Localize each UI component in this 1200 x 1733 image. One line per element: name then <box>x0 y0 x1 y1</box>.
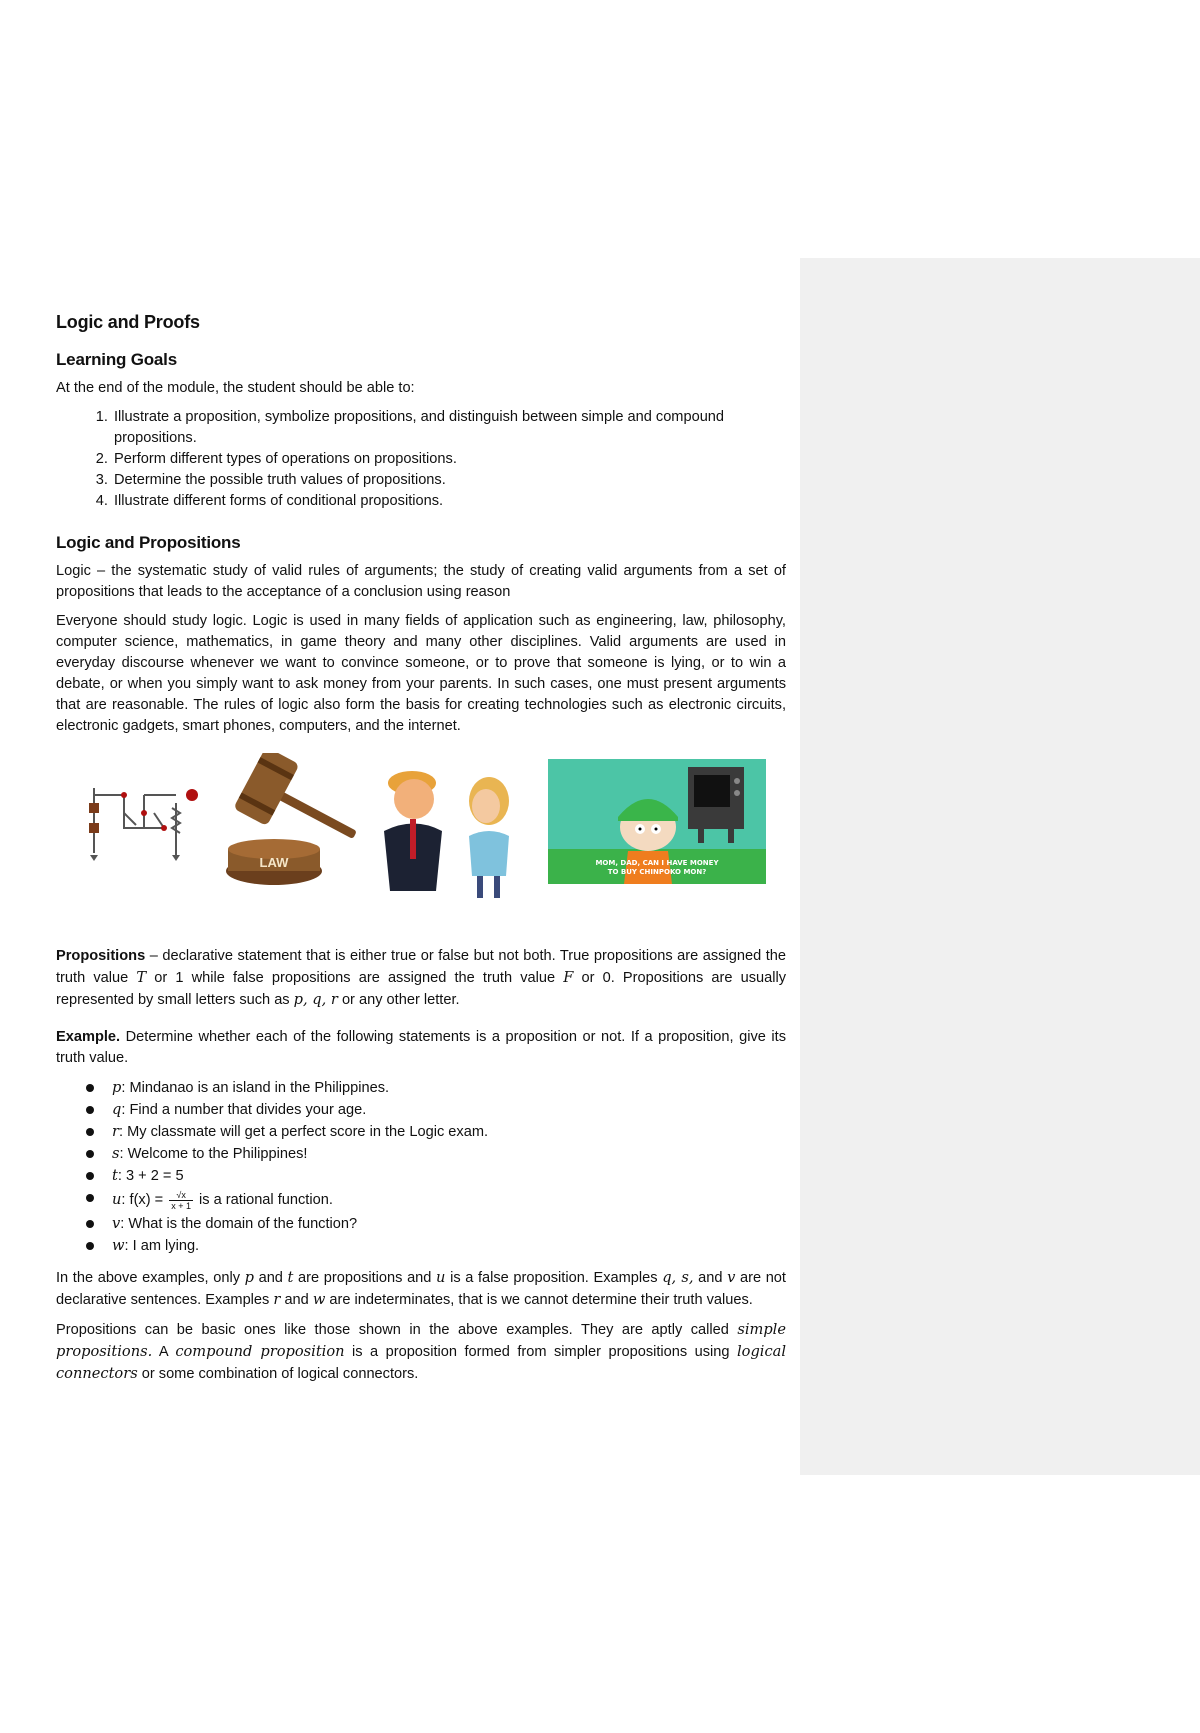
example-item <box>112 1213 786 1235</box>
goal-item: 1. Illustrate a proposition, symbolize propositions, and distinguish between simple and compound propositions. <box>112 407 786 449</box>
term-compound-proposition: compound proposition <box>175 1343 345 1360</box>
example-text: Determine whether each of the following statements is a proposition or not. If a proposition, give its truth value. <box>56 1029 786 1066</box>
example-item <box>112 1077 786 1099</box>
propositions-text-b: or 1 while false propositions are assigned the truth value <box>146 970 564 986</box>
example-var: s <box>112 1145 120 1162</box>
analysis-text: and <box>693 1270 728 1286</box>
example-text: : I am lying. <box>124 1238 200 1254</box>
goal-item: 4. Illustrate different forms of conditional propositions. <box>112 491 786 512</box>
example-text: is a rational function. <box>194 1192 333 1208</box>
learning-goals-intro: At the end of the module, the student should be able to: <box>56 380 415 396</box>
example-var: r <box>112 1123 119 1140</box>
example-var: p <box>112 1079 122 1096</box>
closing-text: or some combination of logical connectors. <box>137 1366 419 1382</box>
logic-definition-text: – the systematic study of valid rules of arguments; the study of creating valid arguments from a set of propositions that leads to the acceptance of a conclusion using reason <box>56 563 786 600</box>
cartoon-caption-line-1: MOM, DAD, CAN I HAVE MONEY <box>595 859 719 867</box>
example-item <box>112 1121 786 1143</box>
analysis-var: v <box>727 1269 736 1286</box>
logic-section-heading: Logic and Propositions <box>56 533 241 552</box>
debate-cartoon-image <box>374 761 524 901</box>
analysis-var: u <box>436 1269 446 1286</box>
example-item <box>112 1187 786 1213</box>
fraction <box>169 1190 193 1211</box>
law-sign-text: LAW <box>259 855 289 870</box>
analysis-var: r <box>273 1291 281 1308</box>
comment-pane <box>800 258 1200 1475</box>
logic-definition-label: Logic <box>56 563 91 579</box>
example-text: : Mindanao is an island in the Philippines. <box>121 1080 390 1096</box>
term-logical-connectors: logical connectors <box>56 1343 787 1382</box>
propositions-text-c: or 0. Propositions are usually represented by small letters such as <box>56 970 787 1008</box>
closing-text: is a proposition formed from simpler propositions using <box>344 1344 737 1360</box>
truth-value-f: F <box>563 969 574 986</box>
example-text: : Welcome to the Philippines! <box>119 1146 308 1162</box>
analysis-text: and <box>280 1292 313 1308</box>
example-text: : What is the domain of the function? <box>120 1216 358 1232</box>
example-intro <box>56 1027 786 1069</box>
gavel-image <box>224 753 364 888</box>
example-text: : f(x) = <box>121 1192 168 1208</box>
example-var: u <box>112 1191 122 1208</box>
example-item <box>112 1143 786 1165</box>
cartoon-caption <box>548 859 766 877</box>
closing-paragraph <box>56 1319 786 1385</box>
analysis-var: p <box>244 1269 254 1286</box>
cartoon-caption-line-2: TO BUY CHINPOKO MON? <box>607 868 707 876</box>
example-item <box>112 1165 786 1187</box>
analysis-var: q, s, <box>662 1269 694 1286</box>
fraction-numerator: √x <box>169 1190 193 1201</box>
analysis-text: is a false proposition. Examples <box>445 1270 663 1286</box>
analysis-var: t <box>287 1269 294 1286</box>
example-item <box>112 1235 786 1257</box>
cartoon-still-image <box>548 759 766 884</box>
example-list <box>56 1077 786 1257</box>
example-text: : Find a number that divides your age. <box>121 1102 367 1118</box>
example-text: : My classmate will get a perfect score in the Logic exam. <box>118 1124 489 1140</box>
logic-definition <box>56 561 786 603</box>
truth-value-t: T <box>136 969 147 986</box>
analysis-text: are propositions and <box>293 1270 437 1286</box>
analysis-paragraph <box>56 1267 786 1311</box>
document-title: Logic and Proofs <box>56 312 200 332</box>
goal-item: 3. Determine the possible truth values of propositions. <box>112 470 786 491</box>
propositions-text-d: or any other letter. <box>337 992 460 1008</box>
analysis-var: w <box>312 1291 326 1308</box>
fraction-denominator: x + 1 <box>171 1200 191 1211</box>
goal-item: 2. Perform different types of operations on propositions. <box>112 449 786 470</box>
example-label: Example. <box>56 1029 121 1045</box>
learning-goals-heading: Learning Goals <box>56 350 177 369</box>
example-item <box>112 1099 786 1121</box>
document-body <box>56 312 786 1393</box>
analysis-text: In the above examples, only <box>56 1270 245 1286</box>
illustration-strip <box>56 753 786 928</box>
example-text: : 3 + 2 = 5 <box>117 1168 184 1184</box>
analysis-text: are not declarative sentences. Examples <box>56 1270 786 1308</box>
propositions-label: Propositions <box>56 948 146 964</box>
term-simple-propositions: simple propositions. <box>56 1321 786 1360</box>
closing-text: A <box>152 1344 176 1360</box>
example-var: w <box>112 1237 125 1254</box>
closing-text: Propositions can be basic ones like those shown in the above examples. They are aptly called <box>56 1322 738 1338</box>
propositions-definition <box>56 946 786 1011</box>
analysis-text: are indeterminates, that is we cannot determine their truth values. <box>325 1292 753 1308</box>
learning-goals-list <box>56 407 786 512</box>
circuit-image <box>84 783 214 863</box>
propositions-text-a: – declarative statement that is either true or false but not both. True propositions are assigned the truth value <box>56 948 786 986</box>
analysis-text: and <box>253 1270 288 1286</box>
example-var: v <box>112 1215 121 1232</box>
example-var: q <box>112 1101 122 1118</box>
logic-paragraph: Everyone should study logic. Logic is used in many fields of application such as engineering, law, philosophy, computer science, mathematics, in game theory and many other disciplines. Valid arguments are used in everyday discourse whenever we want to convince someone, or to prove that someone is lying, or to win a debate, or when you simply want to ask money from your parents. In such cases, one must present arguments that are reasonable. The rules of logic also form the basis for creating technologies such as electronic circuits, electronic gadgets, smart phones, computers, and the internet. <box>56 613 786 734</box>
example-var: t <box>112 1167 118 1184</box>
proposition-letters: p, q, r <box>293 991 338 1008</box>
